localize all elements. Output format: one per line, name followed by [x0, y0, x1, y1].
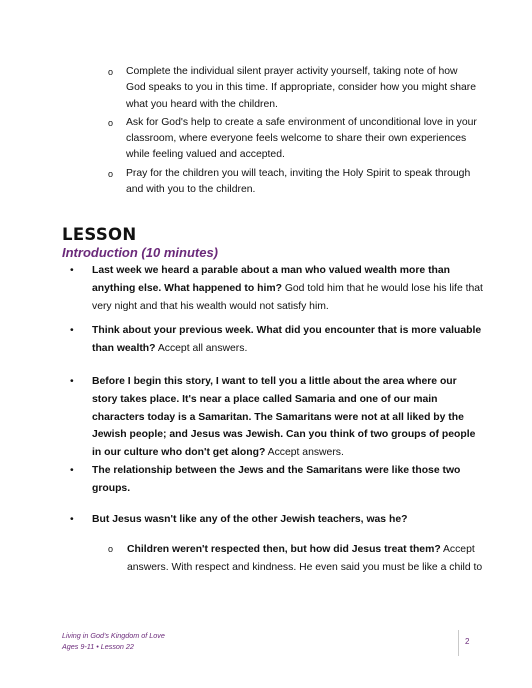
list-item-text: Pray for the children you will teach, inviting the Holy Spirit to speak through and with you to the children.	[126, 167, 471, 196]
introduction-heading: Introduction (10 minutes)	[62, 245, 218, 260]
question-text: Children weren't respected then, but how did Jesus treat them?	[127, 544, 441, 555]
list-item	[64, 373, 484, 462]
nested-list-item	[108, 541, 493, 577]
list-item	[108, 64, 478, 113]
question-text: Before I begin this story, I want to tell you a little about the area where our story takes place. It's near a place called Samaria and one of our main characters today is a Samaritan. The Samaritans were not at all liked by the Jewish people; and Jesus was Jewish. Can you think of two groups of people in our culture who don't get along?	[92, 376, 476, 459]
answer-text: Accept answers.	[265, 447, 344, 459]
page-number-box	[458, 630, 469, 656]
question-text: Last week we heard a parable about a man who valued wealth more than anything else. What happened to him?	[92, 265, 451, 294]
page-number: 2	[465, 637, 470, 646]
list-item	[64, 262, 484, 315]
answer-text: Accept answers. With respect and kindness. He even said you must be like a child to	[127, 544, 483, 573]
circle-bullet-icon: o	[108, 168, 114, 179]
footer-lesson-info: Ages 9-11 • Lesson 22	[62, 641, 134, 651]
question-text: Think about your previous week. What did you encounter that is more valuable than wealth?	[92, 325, 482, 354]
circle-bullet-icon: o	[108, 117, 114, 128]
bullet-icon: •	[70, 265, 74, 276]
answer-text: Accept all answers.	[155, 342, 248, 354]
bullet-icon: •	[70, 514, 74, 525]
page-footer	[62, 631, 165, 652]
bullet-icon: •	[70, 465, 74, 476]
bullet-icon: •	[70, 376, 74, 387]
list-item	[108, 115, 478, 164]
list-item	[64, 462, 484, 498]
bullet-icon: •	[70, 325, 74, 336]
lesson-heading: LESSON	[62, 225, 137, 244]
list-item-text: Complete the individual silent prayer activity yourself, taking note of how God speaks to you in this time. If appropriate, consider how you might share what you heard with the children.	[126, 66, 476, 110]
question-text: The relationship between the Jews and the Samaritans were like those two groups.	[92, 465, 461, 494]
footer-series-title: Living in God's Kingdom of Love	[62, 631, 165, 640]
circle-bullet-icon: o	[108, 67, 114, 77]
answer-text: God told him that he would lose his life that very night and that his wealth would not satisfy him.	[92, 282, 483, 312]
list-item	[64, 322, 484, 358]
circle-bullet-icon: o	[108, 544, 114, 554]
question-text: But Jesus wasn't like any of the other Jewish teachers, was he?	[92, 514, 408, 525]
preparation-list	[108, 64, 478, 198]
list-item	[108, 166, 478, 199]
list-item	[64, 511, 484, 529]
list-item-text: Ask for God's help to create a safe environment of unconditional love in your classroom, where everyone feels welcome to share their own experiences while feeling valued and accepted.	[126, 116, 477, 161]
